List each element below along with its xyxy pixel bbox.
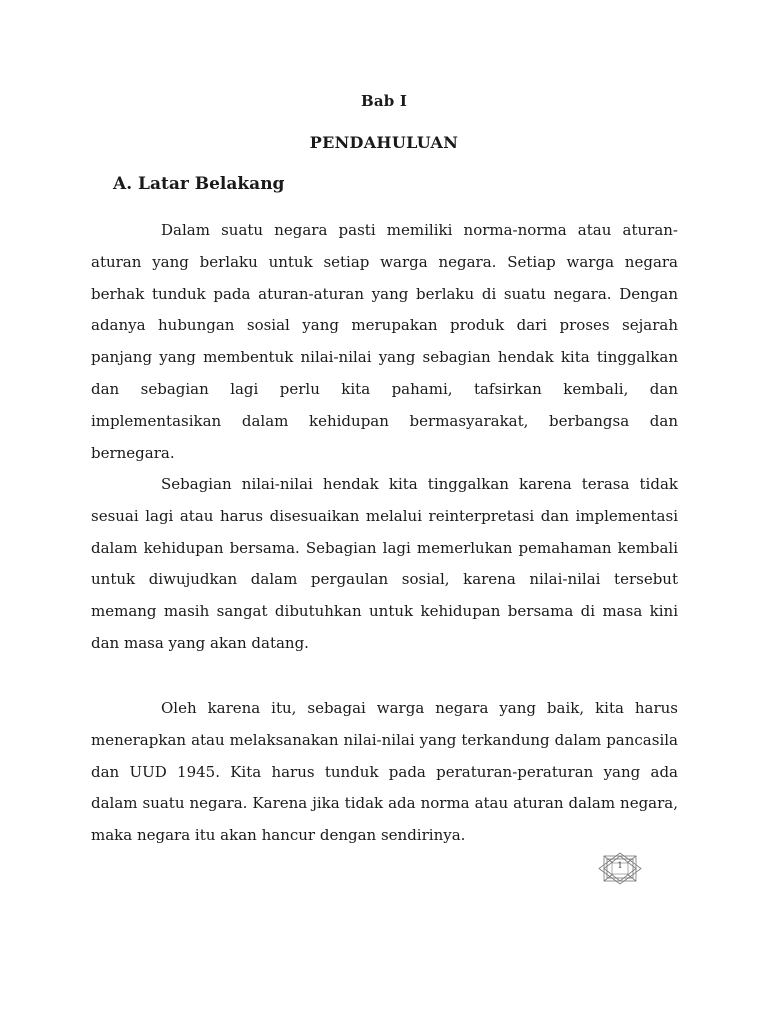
page-number-badge [598,852,642,885]
page-number: 1 [617,861,623,870]
chapter-title: PENDAHULUAN [309,133,459,152]
paragraph-3: Oleh karena itu, sebagai warga negara yang baik, kita harus menerapkan atau melaksanakan nilai-nilai yang terkandung dalam pancasila dan UUD 1945. Kita harus tunduk pada peraturan-peraturan yang ada dalam suatu negara. Karena jika tidak ada norma atau aturan dalam negara, maka negara itu akan hancur dengan sendirinya. [91,699,678,845]
chapter-label: Bab I [360,92,408,110]
paragraph-1: Dalam suatu negara pasti memiliki norma-norma atau aturan-aturan yang berlaku untuk setiap warga negara. Setiap warga negara berhak tunduk pada aturan-aturan yang berlaku di suatu negara. Dengan adanya hubungan sosial yang merupakan produk dari proses sejarah panjang yang membentuk nilai-nilai yang sebagian hendak kita tinggalkan dan sebagian lagi perlu kita pahami, tafsirkan kembali, dan implementasikan dalam kehidupan bermasyarakat, berbangsa dan bernegara. [91,221,678,462]
section-heading: A. Latar Belakang [113,174,285,194]
paragraph-2: Sebagian nilai-nilai hendak kita tinggalkan karena terasa tidak sesuai lagi atau harus disesuaikan melalui reinterpretasi dan implementasi dalam kehidupan bersama. Sebagian lagi memerlukan pemahaman kembali untuk diwujudkan dalam pergaulan sosial, karena nilai-nilai tersebut memang masih sangat dibutuhkan untuk kehidupan bersama di masa kini dan masa yang akan datang. [91,475,678,652]
